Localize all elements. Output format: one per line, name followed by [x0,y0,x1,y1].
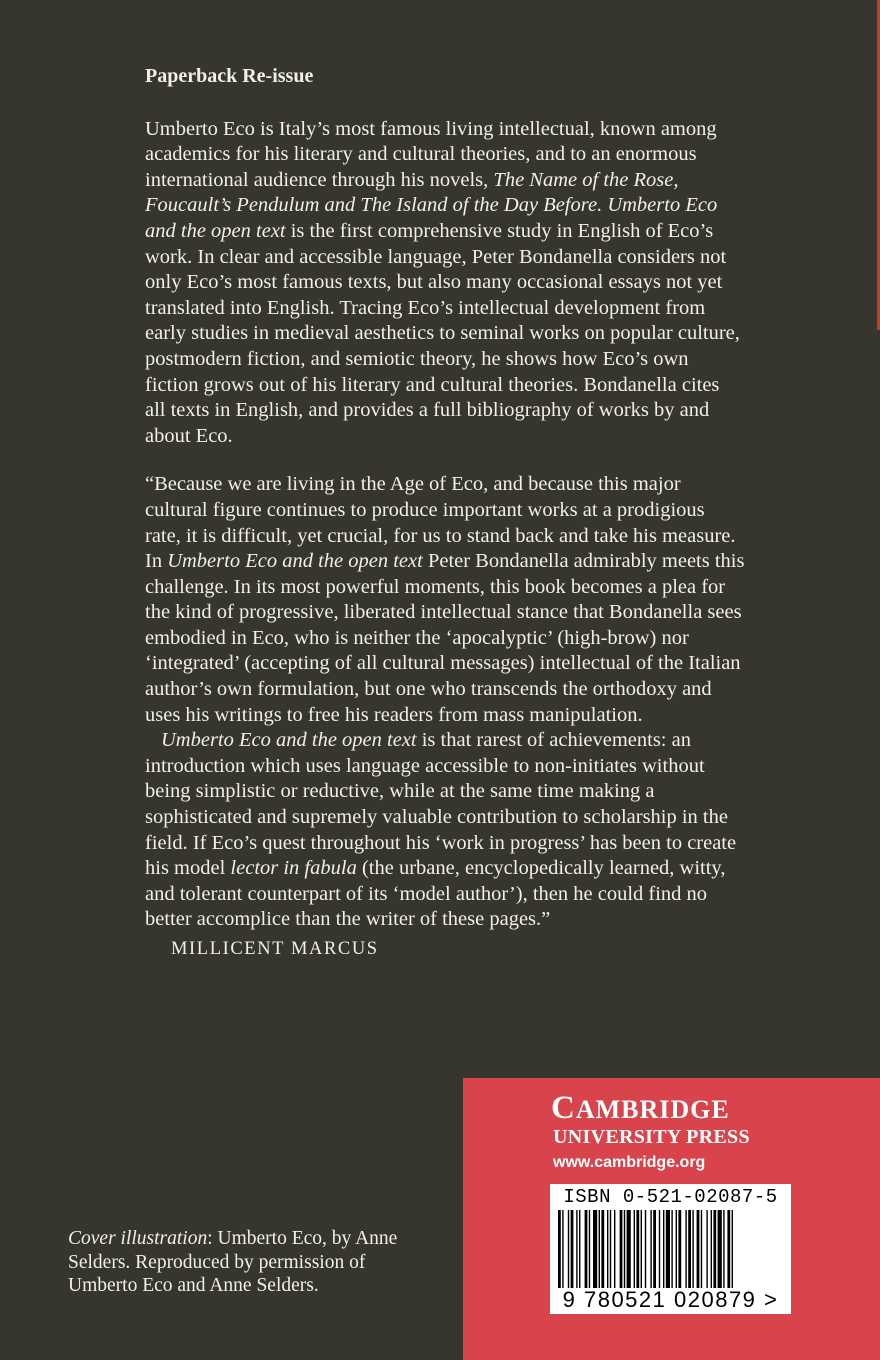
barcode-bar [650,1210,651,1288]
book-title: Umberto Eco and the open text [145,194,718,242]
barcode-bar [711,1210,712,1288]
barcode-bar [627,1210,631,1288]
publisher-subtitle: UNIVERSITY PRESS [553,1126,750,1148]
barcode-bar [671,1210,672,1288]
barcode-bar [692,1210,693,1288]
barcode-bar [601,1210,604,1288]
barcode-bar [576,1210,577,1288]
barcode-bar [614,1210,615,1288]
barcode-bar [732,1210,733,1288]
barcode-bar [685,1210,686,1288]
barcode-bar [599,1210,600,1288]
book-title: Umberto Eco and the open text [167,550,423,573]
barcode-bar [676,1210,677,1288]
barcode-bar [558,1210,561,1288]
barcode-bar [727,1210,730,1288]
barcode-bar [589,1210,590,1288]
barcode-bar [568,1210,569,1288]
barcode-bar [666,1210,670,1288]
publisher-block [463,1078,880,1360]
barcode-bar [663,1210,664,1288]
barcode-panel [550,1184,791,1314]
quote-paragraph-1: “Because we are living in the Age of Eco, and because this major cultural figure continues to produce important works at a prodigious rate, it is difficult, yet crucial, for us to stand back and take his measure. In Umberto Eco and the open text Peter Bondanella admirably meets this challenge. In its most powerful moments, this book becomes a plea for the kind of progressive, liberated intellectual stance that Bondanella sees embodied in Eco, who is neither the ‘apocalyptic’ (high-brow) nor ‘integrated’ (accepting of all cultural messages) intellectual of the Italian author’s own formulation, but one who transcends the orthodoxy and uses his writings to free his readers from mass manipulation. [145,473,745,726]
barcode-bar [593,1210,597,1288]
back-cover-text [145,64,745,963]
barcode-bar [562,1210,563,1288]
barcode-bar [706,1210,707,1288]
barcode-bar [634,1210,635,1288]
barcode-bar [723,1210,724,1288]
quote-attribution: MILLICENT MARCUS [171,939,379,959]
publisher-url: www.cambridge.org [553,1154,706,1171]
barcode-bar [653,1210,656,1288]
barcode-bar [571,1210,574,1288]
isbn-text: ISBN 0-521-02087-5 [563,1186,778,1208]
barcode-bar [659,1210,660,1288]
heading: Paperback Re-issue [145,65,314,87]
barcode-bar [636,1210,639,1288]
cover-illustration-credit: Cover illustration: Umberto Eco, by Anne Selders. Reproduced by permission of Umberto Eco and Anne Selders. [68,1228,398,1297]
quote-paragraph-2: Umberto Eco and the open text is that rarest of achievements: an introduction which uses language accessible to non-initiates without being simplistic or reductive, while at the same time making a sophisticated and supremely valuable contribution to scholarship in the field. If Eco’s quest throughout his ‘work in progress’ has been to create his model lector in fabula (the urbane, encyclopedically learned, witty, and tolerant counterpart of its ‘model author’), then he could find no better accomplice than the writer of these pages.” [145,729,737,931]
barcode-bar [688,1210,691,1288]
ean-digits: 9 780521 020879 > [562,1287,779,1312]
barcode-bar [701,1210,702,1288]
credit-label: Cover illustration [68,1228,208,1249]
barcode-bar [678,1210,681,1288]
novel-titles: The Name of the Rose, Foucault’s Pendulum and The Island of the Day Before. [145,168,679,217]
publisher-name: CAMBRIDGE [551,1090,730,1126]
barcode-bar [713,1210,716,1288]
description-paragraph: Umberto Eco is Italy’s most famous living intellectual, known among academics for his literary and cultural theories, and to an enormous international audience through his novels, The Name of the Rose, Foucault’s Pendulum and The Island of the Day Before. Umberto Eco and the open text is the first comprehensive study in English of Eco’s work. In clear and accessible language, Peter Bondanella considers not only Eco’s most famous texts, but also many occasional essays not yet translated into English. Tracing Eco’s intellectual development from early studies in medieval aesthetics to seminal works on popular culture, postmodern fiction, and semiotic theory, he shows how Eco’s own fiction grows out of his literary and cultural theories. Bondanella cites all texts in English, and provides a full bibliography of works by and about Eco. [145,117,740,447]
barcode-bar [645,1210,646,1288]
barcode-bar [585,1210,588,1288]
barcode-bar [624,1210,625,1288]
latin-phrase: lector in fabula [230,857,357,880]
barcode-icon [558,1210,783,1288]
book-title: Umberto Eco and the open text [161,729,417,752]
barcode-bar [641,1210,642,1288]
barcode-bar [697,1210,700,1288]
barcode-bar [610,1210,611,1288]
barcode-bar [718,1210,722,1288]
barcode-bar [620,1210,623,1288]
barcode-bar [607,1210,608,1288]
barcode-bar [579,1210,580,1288]
